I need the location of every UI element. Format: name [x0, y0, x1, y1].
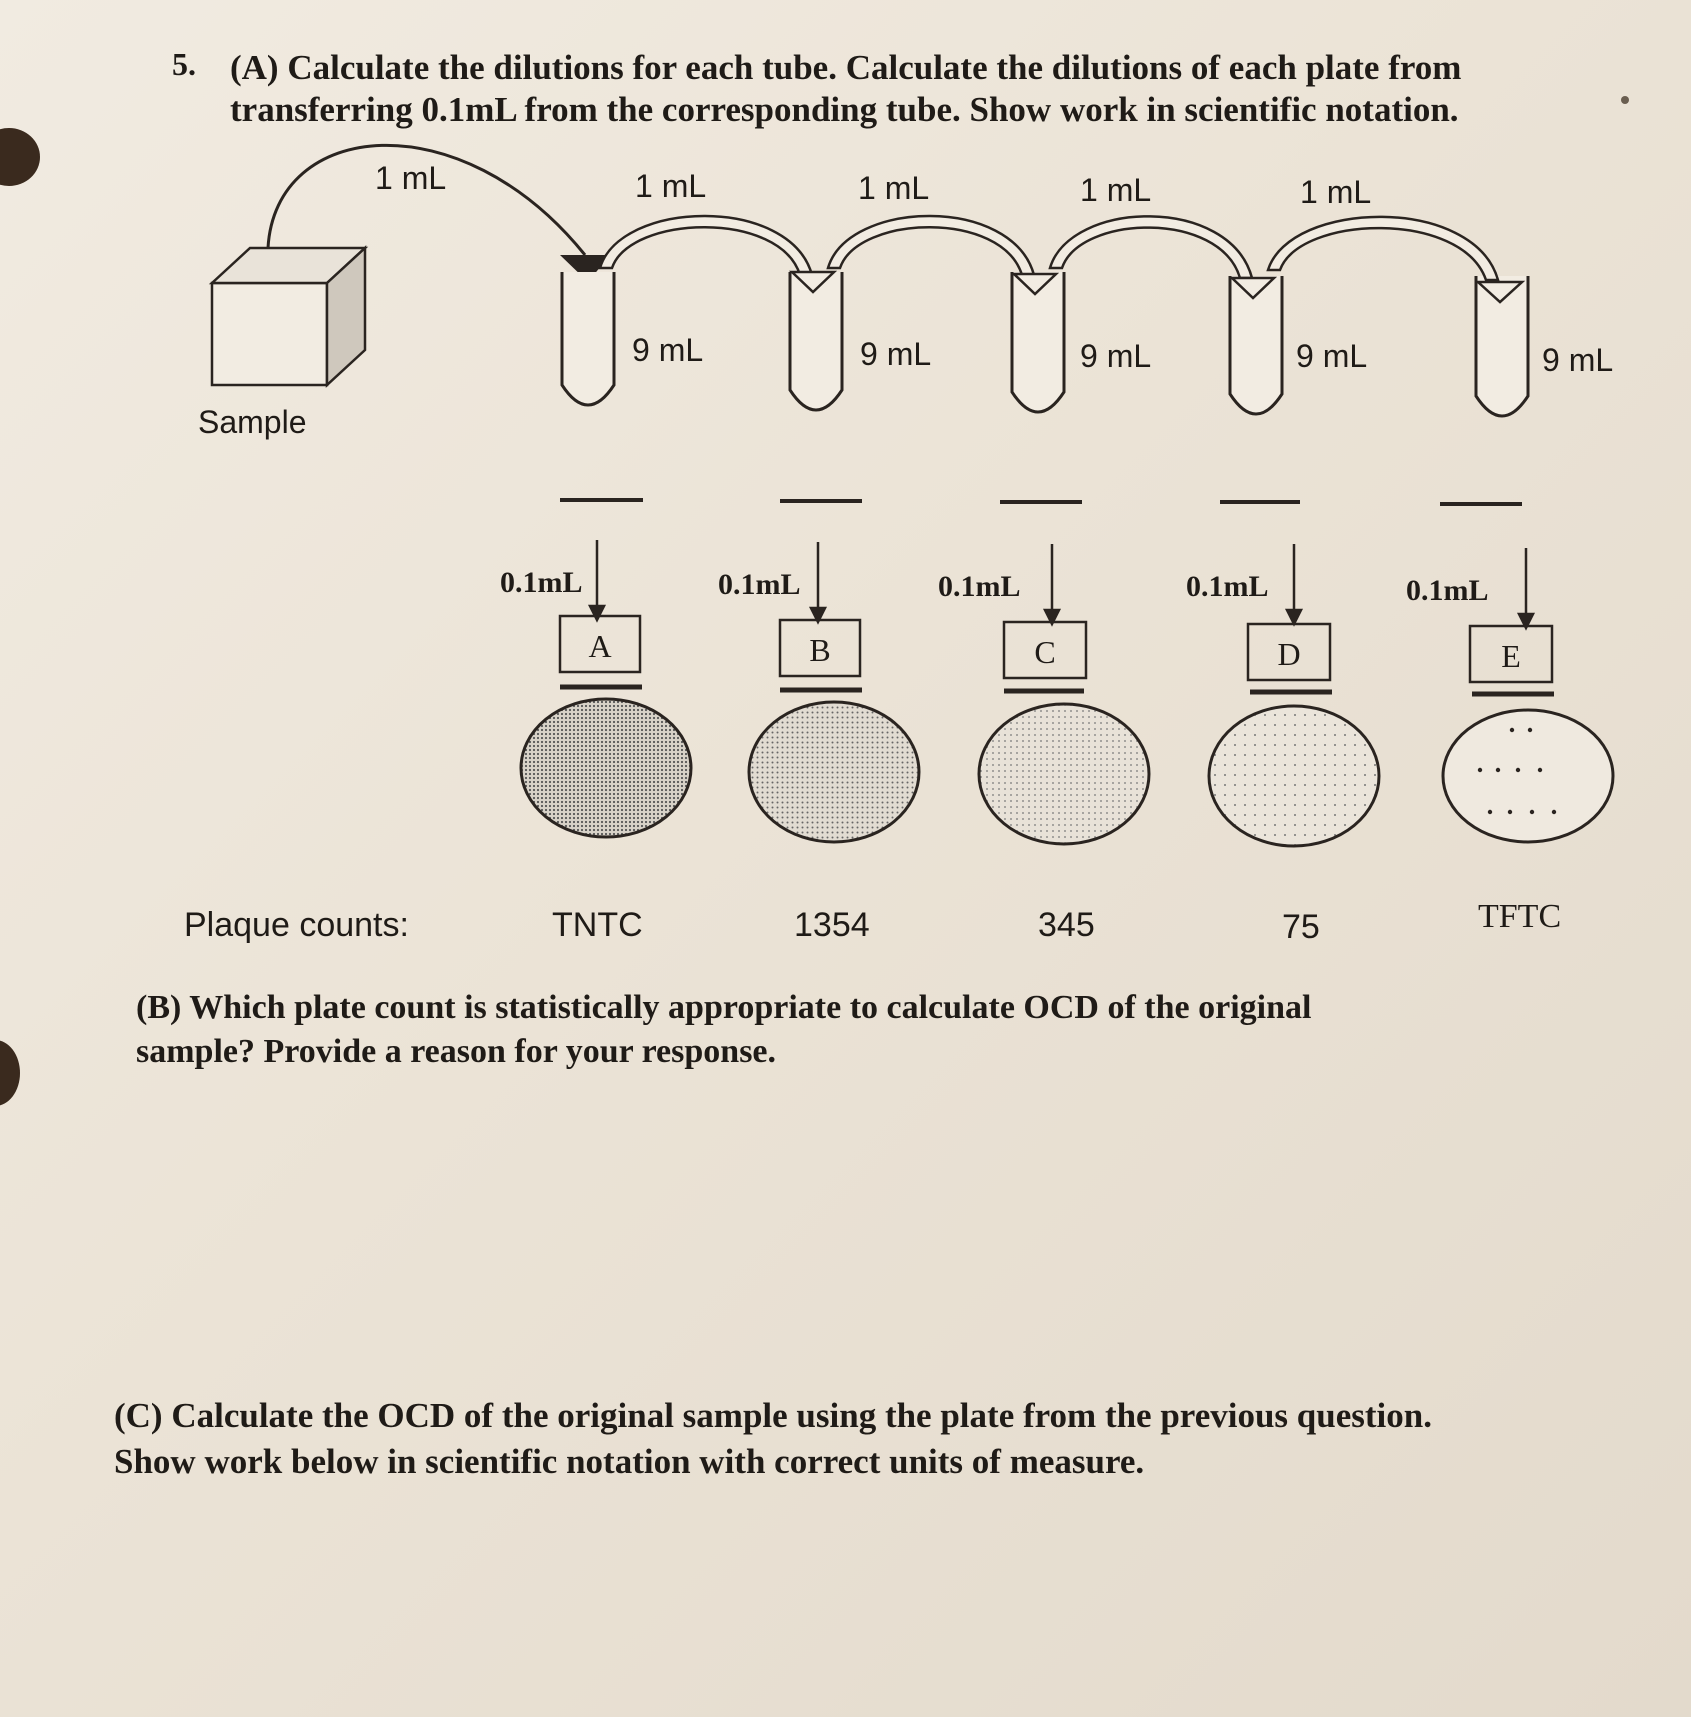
plate-letter-c: C	[1034, 634, 1056, 670]
plate-transfer-a: 0.1mL	[500, 566, 583, 599]
plaque-count-e: TFTC	[1478, 898, 1562, 935]
tube-5-volume: 9 mL	[1542, 342, 1614, 378]
part-c-line-2: Show work below in scientific notation with correct units of measure.	[114, 1442, 1145, 1481]
part-b-line-2: sample? Provide a reason for your response.	[136, 1033, 777, 1070]
transfer-arch-3-4	[1050, 216, 1252, 278]
plate-letter-e: E	[1501, 638, 1521, 674]
plate-arrow-a	[590, 606, 604, 620]
tube-2	[790, 272, 842, 410]
part-c-line-1: (C) Calculate the OCD of the original sample using the plate from the previous question.	[114, 1396, 1432, 1435]
plate-transfer-c: 0.1mL	[938, 570, 1021, 603]
plate-letter-b: B	[809, 632, 831, 668]
plate-d	[1209, 706, 1379, 846]
plaque-count-c: 345	[1038, 906, 1095, 944]
plate-a	[521, 699, 691, 837]
transfer-label-4: 1 mL	[1080, 172, 1152, 208]
transfer-arch-1-2	[600, 216, 812, 275]
plate-transfer-b: 0.1mL	[718, 568, 801, 601]
transfer-label-5: 1 mL	[1300, 174, 1372, 210]
tube-2-volume: 9 mL	[860, 336, 932, 372]
plate-transfer-e: 0.1mL	[1406, 574, 1489, 607]
part-a-line-1: (A) Calculate the dilutions for each tube. Calculate the dilutions of each plate from	[230, 48, 1462, 87]
tube-3	[1012, 272, 1064, 412]
sample-cube	[212, 248, 365, 385]
tube-1	[562, 272, 614, 405]
plaque-count-d: 75	[1282, 908, 1320, 946]
plaque-counts-label: Plaque counts:	[184, 906, 409, 944]
plaque-count-a: TNTC	[552, 906, 643, 944]
pencil-mark	[1621, 96, 1629, 104]
plate-letter-a: A	[588, 628, 612, 664]
plate-transfer-d: 0.1mL	[1186, 570, 1269, 603]
sample-label: Sample	[198, 404, 307, 440]
plate-letter-d: D	[1277, 636, 1301, 672]
transfer-arch-2-3	[828, 216, 1034, 275]
transfer-label-1: 1 mL	[375, 160, 447, 196]
part-a-line-2: transferring 0.1mL from the corresponding tube. Show work in scientific notation.	[230, 90, 1459, 129]
question-number: 5.	[172, 46, 196, 82]
plate-arrow-d	[1287, 610, 1301, 624]
transfer-arch-4-5	[1268, 217, 1498, 280]
tube-3-volume: 9 mL	[1080, 338, 1152, 374]
tube-4-volume: 9 mL	[1296, 338, 1368, 374]
tube-1-volume: 9 mL	[632, 332, 704, 368]
plate-c	[979, 704, 1149, 844]
transfer-label-3: 1 mL	[858, 170, 930, 206]
plate-b	[749, 702, 919, 842]
plaque-count-b: 1354	[794, 906, 870, 944]
part-b-line-1: (B) Which plate count is statistically appropriate to calculate OCD of the original	[136, 989, 1312, 1026]
transfer-label-2: 1 mL	[635, 168, 707, 204]
